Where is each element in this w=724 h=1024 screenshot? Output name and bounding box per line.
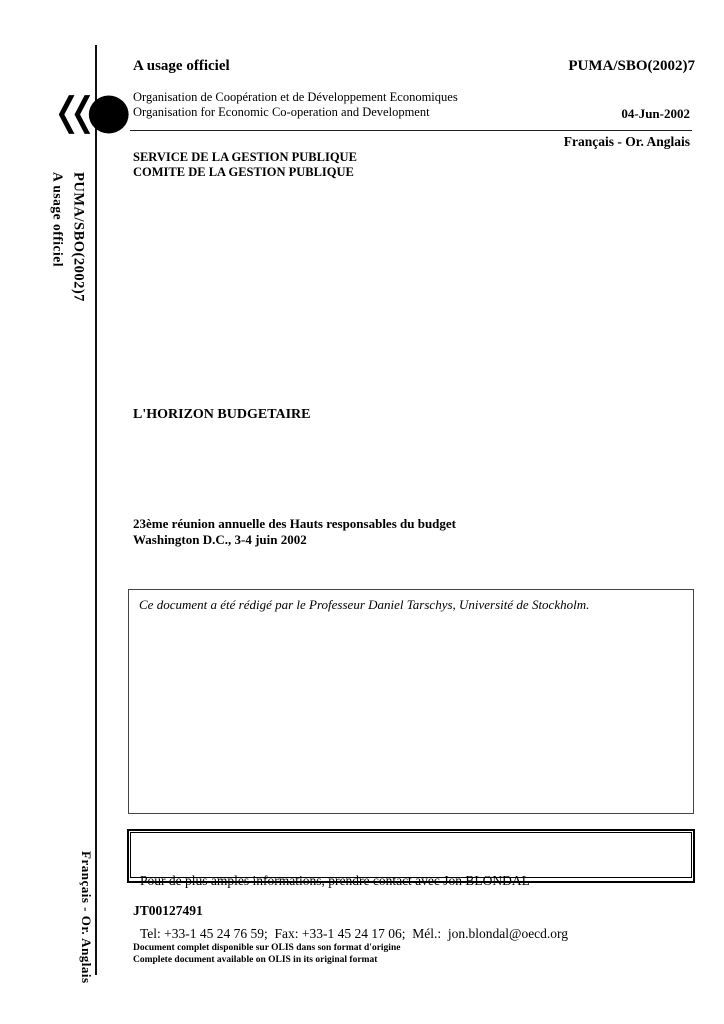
- jt-number: JT00127491: [133, 903, 203, 918]
- service-block: [133, 150, 357, 179]
- org-name-english: Organisation for Economic Co-operation and Development: [133, 105, 430, 119]
- sidebar-vertical-labels: [48, 172, 89, 302]
- olis-footer: [133, 943, 400, 966]
- abstract-text: Ce document a été rédigé par le Professeur Daniel Tarschys, Université de Stockholm.: [139, 597, 590, 612]
- org-name-french: Organisation de Coopération et de Développement Economiques: [133, 90, 458, 104]
- doc-ref-label: PUMA/SBO(2002)7: [568, 58, 695, 74]
- meeting-info: [133, 516, 456, 547]
- abstract-box: [128, 589, 694, 814]
- olis-footer-english: Complete document available on OLIS in its original format: [133, 954, 378, 965]
- meeting-line2: Washington D.C., 3-4 juin 2002: [133, 531, 307, 547]
- left-vertical-rule: [95, 45, 97, 975]
- sidebar-doc-ref: PUMA/SBO(2002)7: [70, 172, 87, 302]
- meeting-line1: 23ème réunion annuelle des Hauts responsables du budget: [133, 516, 457, 531]
- committee-line: COMITE DE LA GESTION PUBLIQUE: [133, 164, 354, 179]
- sidebar-classification: A usage officiel: [50, 172, 66, 267]
- contact-line1: Pour de plus amples informations, prendre contact avec Jon BLONDAL: [140, 873, 530, 888]
- contact-line2: Tel: +33-1 45 24 76 59; Fax: +33-1 45 24 17 06; Mél.: jon.blondal@oecd.org: [140, 925, 569, 941]
- organisation-block: [133, 90, 695, 120]
- header-divider: [130, 130, 692, 131]
- language-note: Français - Or. Anglais: [563, 134, 690, 149]
- oecd-logo-icon: [56, 92, 130, 137]
- page-title: L'HORIZON BUDGETAIRE: [133, 407, 311, 422]
- sidebar-language-note: Français - Or. Anglais: [79, 851, 94, 984]
- service-line: SERVICE DE LA GESTION PUBLIQUE: [133, 150, 357, 164]
- classification-label: A usage officiel: [133, 58, 230, 74]
- header-row: [133, 58, 695, 75]
- olis-footer-french: Document complet disponible sur OLIS dans son format d'origine: [133, 943, 401, 953]
- document-date: 04-Jun-2002: [621, 106, 690, 121]
